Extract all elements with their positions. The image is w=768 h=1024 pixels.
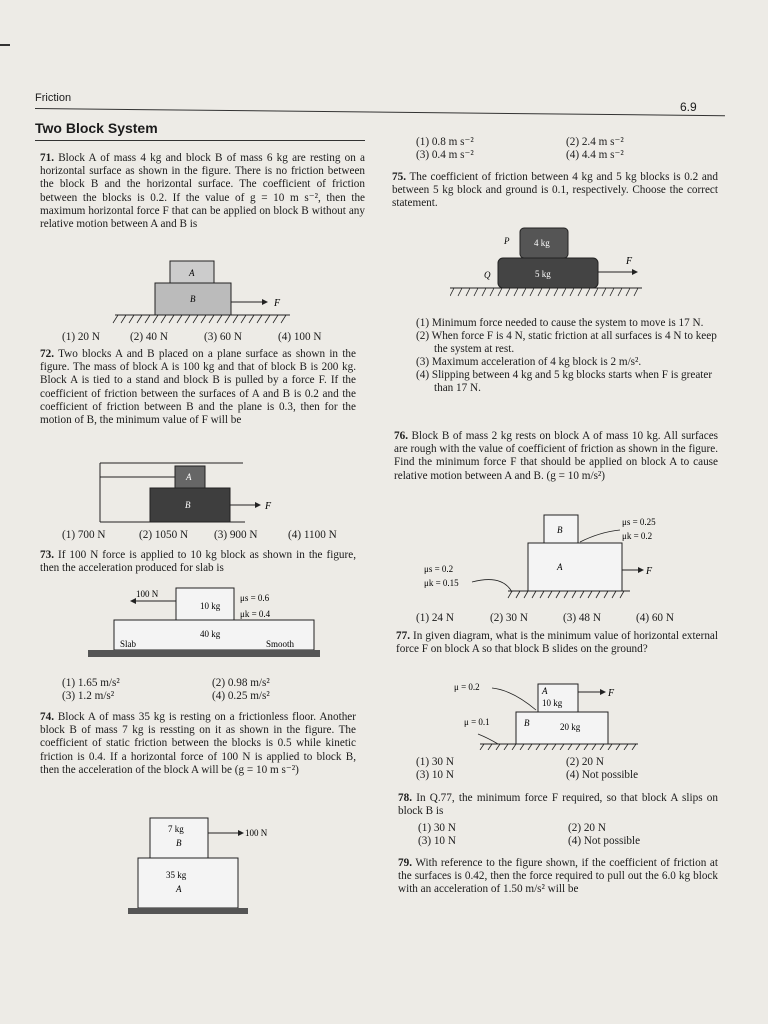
option-4: (4) Not possible [566, 769, 639, 781]
option-3: (3) 10 N [418, 835, 456, 847]
block-mass: 10 kg [200, 601, 221, 611]
arrow-head [600, 689, 606, 695]
question-text: Block B of mass 2 kg rests on block A of mass 10 kg. All surfaces are rough with the value of coefficient of friction as shown in the figure. Find the minimum force F that should be applied on block A to cause relative motion between A and B. (g = 10 m/s²) [394, 430, 719, 482]
figure-q71 [110, 256, 300, 331]
question-number: 72. [40, 348, 54, 360]
figure-q77 [452, 678, 642, 750]
options-q75 [416, 317, 718, 395]
option-1: (1) 700 N [62, 529, 106, 541]
edge-mark [0, 44, 10, 46]
block-a [138, 858, 238, 908]
option-2: (2) 20 N [568, 822, 606, 834]
option-3: (3) 0.4 m s⁻² [416, 149, 474, 161]
bottom-mass: 5 kg [535, 269, 551, 279]
options-q71 [62, 331, 362, 344]
label-b: B [557, 525, 563, 535]
pointer-bottom [478, 734, 498, 744]
option-2: (2) 2.4 m s⁻² [566, 136, 624, 148]
options-q74 [416, 136, 716, 162]
ground-hatch [450, 288, 638, 296]
question-number: 71. [40, 152, 54, 164]
smooth-label: Smooth [266, 639, 295, 649]
figure-q73 [88, 585, 320, 665]
option-4: (4) 1100 N [288, 529, 337, 541]
block-a-mass: 35 kg [166, 870, 187, 880]
arrow-head [238, 830, 244, 836]
figure-q75 [450, 226, 650, 304]
label-q: Q [484, 270, 491, 280]
arrow-head [262, 299, 268, 305]
arrow-head [255, 502, 261, 508]
label-b: B [524, 718, 530, 728]
question-text: With reference to the figure shown, if the coefficient of friction at the surfaces is 0.42, then the force required to pull out the 6.0 kg block with an acceleration of 1.50 m/s² will be [398, 857, 718, 896]
question-76 [394, 430, 718, 483]
option-1: (1) Minimum force needed to cause the system to move is 17 N. [416, 317, 704, 329]
mu-k-bottom: μk = 0.15 [424, 578, 459, 588]
block-b-mass: 20 kg [560, 722, 581, 732]
option-4: (4) Slipping between 4 kg and 5 kg blocks starts when F is greater than 17 N. [416, 369, 713, 394]
option-4: (4) Not possible [568, 835, 641, 847]
option-1: (1) 24 N [416, 612, 454, 624]
top-mass: 4 kg [534, 238, 550, 248]
force-label: 100 N [245, 828, 268, 838]
options-q77 [416, 756, 716, 782]
question-number: 73. [40, 549, 54, 561]
label-f: F [646, 566, 653, 577]
ground [88, 650, 320, 657]
option-2: (2) 0.98 m/s² [212, 677, 270, 689]
label-p: P [504, 236, 510, 246]
option-3: (3) 60 N [204, 331, 242, 343]
question-number: 79. [398, 857, 412, 869]
option-4: (4) 0.25 m/s² [212, 690, 270, 702]
block-b-mass: 7 kg [168, 824, 184, 834]
label-f: F [265, 501, 272, 512]
question-text: Block A of mass 4 kg and block B of mass 6 kg are resting on a horizontal surface as shown in the figure. There is no friction between the block B and the horizontal surface. The coefficient of friction between the blocks is 0.2. If the value of g = 10 m s⁻², then the maximum horizontal force F that can be applied on block B without any relative motion between A and B is [40, 152, 366, 231]
ground-hatch [508, 591, 624, 598]
options-q73 [62, 677, 362, 703]
options-q78 [418, 822, 718, 848]
label-a: A [186, 472, 192, 482]
block-a-label: A [176, 884, 182, 894]
header-rule [35, 108, 725, 116]
option-3: (3) 1.2 m/s² [62, 690, 115, 702]
question-text: In Q.77, the minimum force F required, so that block A slips on block B is [398, 792, 718, 818]
question-number: 75. [392, 171, 406, 183]
label-a: A [542, 686, 548, 696]
option-2: (2) 30 N [490, 612, 528, 624]
question-71 [40, 152, 365, 231]
option-4: (4) 4.4 m s⁻² [566, 149, 624, 161]
option-3: (3) 900 N [214, 529, 258, 541]
question-text: Block A of mass 35 kg is resting on a frictionless floor. Another block B of mass 7 kg is ressting on it as shown in the figure. The coefficient of static friction between the blocks is 0.5 while kinetic friction is 0.4. If a horizontal force of 100 N is applied to block B, then the acceleration of the block A will be (g = 10 m s⁻²) [40, 711, 356, 776]
option-2: (2) 1050 N [139, 529, 189, 541]
section-title: Two Block System [35, 120, 158, 136]
arrow-head [632, 269, 638, 275]
section-rule [35, 140, 365, 141]
block-b-label: B [176, 838, 182, 848]
label-b: B [185, 500, 191, 510]
option-1: (1) 1.65 m/s² [62, 677, 120, 689]
question-number: 74. [40, 711, 54, 723]
label-b: B [190, 294, 196, 304]
arrow-head [638, 567, 644, 573]
option-2: (2) 40 N [130, 331, 168, 343]
option-1: (1) 30 N [416, 756, 454, 768]
question-number: 76. [394, 430, 408, 442]
option-2: (2) When force F is 4 N, static friction at all surfaces is 4 N to keep the system at rest. [416, 330, 717, 355]
mu-top: μ = 0.2 [454, 682, 480, 692]
question-text: Two blocks A and B placed on a plane surface as shown in the figure. The mass of block A is 100 kg and that of block B is 200 kg. Block A is tied to a stand and block B is pulled by a force F. If the coefficient of friction between the surfaces of A and B is 0.2 and the coefficient of friction between B and the plane is 0.3, then for the motion of B, the minimum value of F will be [40, 348, 356, 427]
force-label: 100 N [136, 589, 159, 599]
mu-s-bottom: μs = 0.2 [424, 564, 454, 574]
question-text: If 100 N force is applied to 10 kg block as shown in the figure, then the acceleration produced for slab is [40, 549, 356, 575]
block-a-mass: 10 kg [542, 698, 563, 708]
question-text: The coefficient of friction between 4 kg and 5 kg blocks is 0.2 and between 5 kg block and ground is 0.1, respectively. Choose the correct statement. [392, 171, 718, 210]
label-a: A [189, 268, 195, 278]
question-74 [40, 711, 356, 777]
label-f: F [274, 298, 281, 309]
question-77 [396, 630, 718, 656]
question-number: 77. [396, 630, 410, 642]
question-72 [40, 348, 356, 427]
option-3: (3) Maximum acceleration of 4 kg block is 2 m/s². [416, 356, 642, 368]
figure-q76 [420, 512, 670, 604]
label-f: F [608, 688, 615, 699]
page-number: 6.9 [680, 100, 697, 114]
ground-hatch [113, 315, 286, 323]
slab-label: Slab [120, 639, 137, 649]
option-4: (4) 100 N [278, 331, 322, 343]
option-1: (1) 20 N [62, 331, 100, 343]
label-a: A [557, 562, 563, 572]
options-q72 [62, 529, 362, 542]
option-3: (3) 10 N [416, 769, 454, 781]
option-3: (3) 48 N [563, 612, 601, 624]
mu-s-top: μs = 0.25 [622, 517, 656, 527]
mu-bottom: μ = 0.1 [464, 717, 490, 727]
pointer-bottom [472, 580, 512, 592]
option-1: (1) 0.8 m s⁻² [416, 136, 474, 148]
pointer-top [492, 688, 536, 710]
pointer-top [580, 530, 620, 542]
mu-s: μs = 0.6 [240, 593, 270, 603]
option-2: (2) 20 N [566, 756, 604, 768]
floor [128, 908, 248, 914]
question-73 [40, 549, 356, 575]
option-1: (1) 30 N [418, 822, 456, 834]
question-78 [398, 792, 718, 818]
slab-mass: 40 kg [200, 629, 221, 639]
question-75 [392, 171, 718, 211]
figure-q74 [128, 815, 288, 920]
question-79 [398, 857, 718, 897]
question-number: 78. [398, 792, 412, 804]
mu-k-top: μk = 0.2 [622, 531, 653, 541]
option-4: (4) 60 N [636, 612, 674, 624]
figure-q72 [95, 460, 295, 528]
mu-k: μk = 0.4 [240, 609, 271, 619]
question-text: In given diagram, what is the minimum value of horizontal external force F on block A so that block B slides on the ground? [396, 630, 718, 656]
chapter-header: Friction [35, 92, 72, 104]
block-a [528, 543, 622, 591]
ground-hatch [480, 744, 636, 750]
options-q76 [416, 612, 716, 625]
label-f: F [626, 256, 633, 267]
